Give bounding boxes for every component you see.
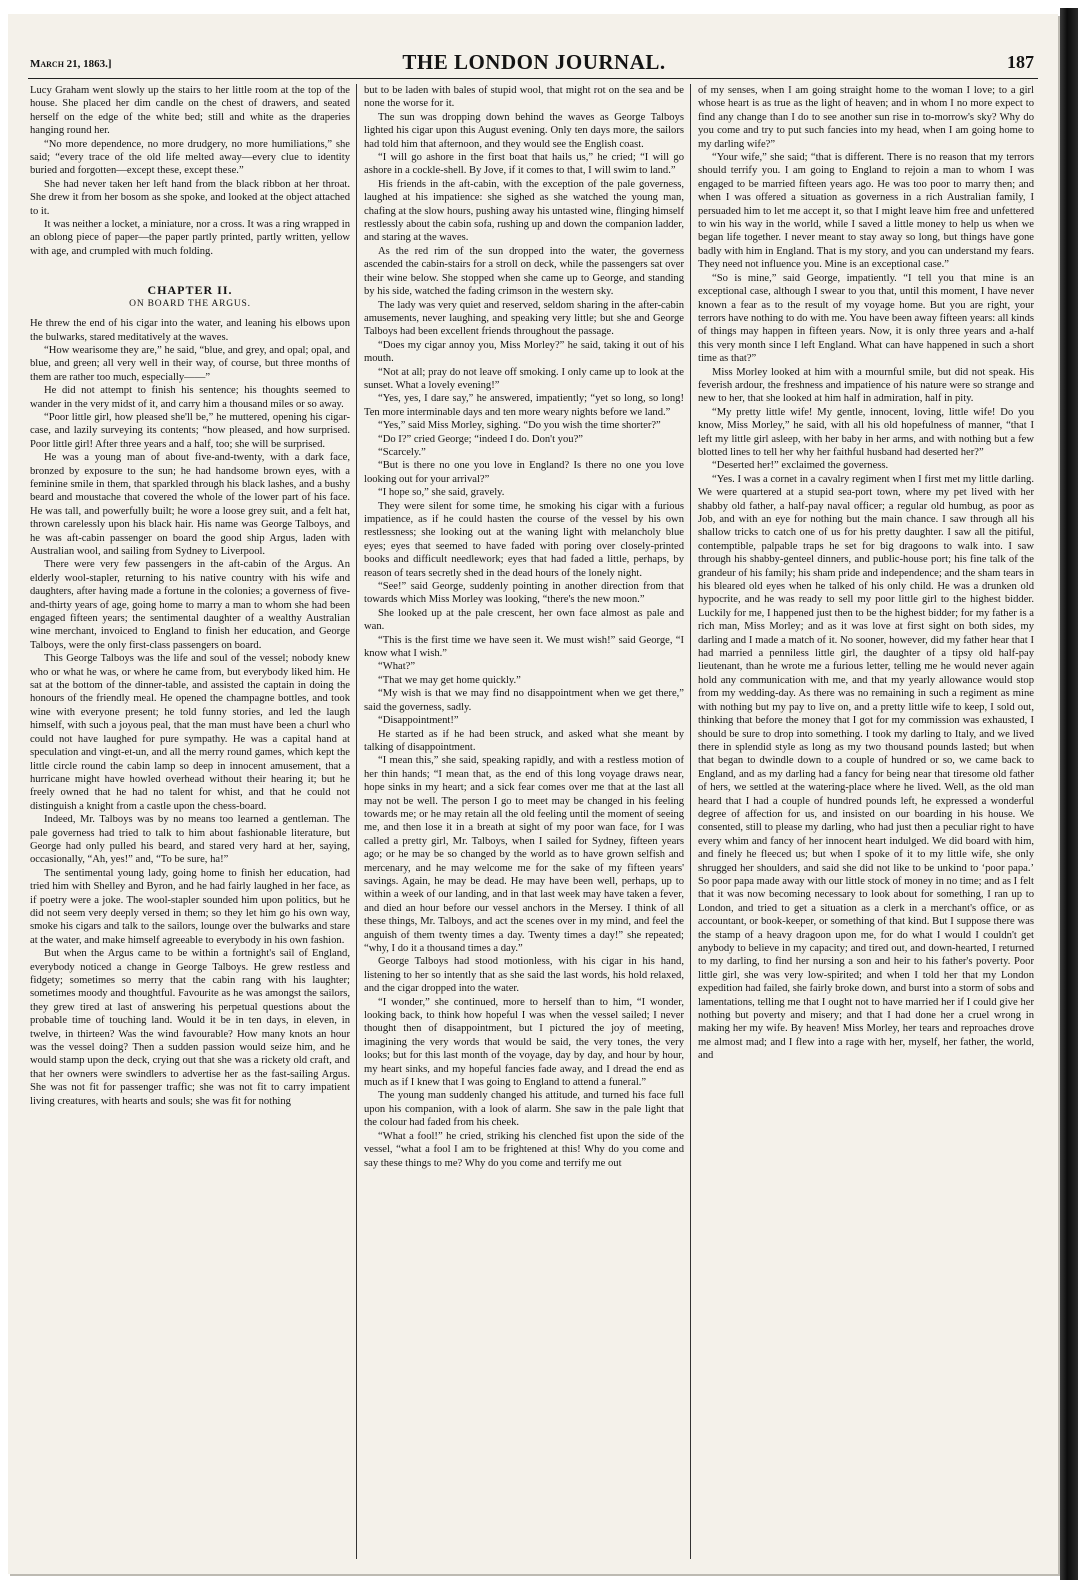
paragraph: “Poor little girl, how pleased she'll be,” he muttered, opening his cigar-case, and lazily surveying its contents; “how pleased, and how surprised. Poor little girl! After three years and a half, too; she will be surprised. bbox=[30, 411, 350, 450]
masthead-title: THE LONDON JOURNAL. bbox=[402, 50, 666, 74]
paragraph: “Does my cigar annoy you, Miss Morley?” he said, taking it out of his mouth. bbox=[364, 339, 684, 365]
paragraph: “Your wife,” she said; “that is different. There is no reason that my terrors should terrify you. I am going to England to rejoin a man to whom I was engaged to be married fifteen years ago. He was too poor to marry then; and when I was offered a situation as governess in a rich Australian family, I persuaded him to let me accept it, so that I might leave him free and unfettered to win his way in the world, while I saved a little money to help us when we began life together. I never meant to stay away so long, but things have gone badly with him in England. That is my story, and you can understand my fears. They need not influence you. Mine is an exceptional case.” bbox=[698, 152, 1034, 271]
paragraph: The young man suddenly changed his attitude, and turned his face full upon his companion, with a look of alarm. She saw in the pale light that the colour had faded from his cheek. bbox=[364, 1090, 684, 1129]
paragraph: Indeed, Mr. Talboys was by no means too learned a gentleman. The pale governess had tried to talk to him about fashionable literature, but George had only pulled his beard, and stared very hard at her, saying, occasionally, “Ah, yes!” and, “To be sure, ha!” bbox=[30, 814, 350, 866]
paragraph: This George Talboys was the life and soul of the vessel; nobody knew who or what he was, or where he came from, but everybody liked him. He sat at the bottom of the dinner-table, and assisted the captain in doing the honours of the friendly meal. He opened the champagne bottles, and took wine with everyone present; he told funny stories, and led the laugh himself, with such a joyous peal, that the man must have been a churl who could not have laughed for pure sympathy. He was a capital hand at speculation and vingt-et-un, and all the merry round games, which kept the little circle round the cabin lamp so deep in innocent amusement, that a hurricane might have howled overhead without their hearing it; but he freely owned that he had no talent for whist, and that he could not distinguish a knight from a castle upon the chess-board. bbox=[30, 653, 350, 812]
paragraph: The sun was dropping down behind the waves as George Talboys lighted his cigar upon this August evening. Only ten days more, the sailors had told him that afternoon, and they would see the English coast. bbox=[364, 111, 684, 150]
column-3-text bbox=[698, 84, 1034, 1063]
paragraph: He was a young man of about five-and-twenty, with a dark face, bronzed by exposure to the sun; he had handsome brown eyes, with a feminine smile in them, that sparkled through his black lashes, and a bushy beard and moustache that covered the whole of the lower part of his face. He was tall, and powerfully built; he wore a loose grey suit, and a felt hat, thrown carelessly upon his black hair. His name was George Talboys, and he was aft-cabin passenger on board the good ship Argus, laden with Australian wool, and sailing from Sydney to Liverpool. bbox=[30, 452, 350, 557]
paragraph: “Deserted her!” exclaimed the governess. bbox=[712, 460, 889, 472]
paragraph: “Yes, yes, I dare say,” he answered, impatiently; “yet so long, so long! Ten more interminable days and ten more weary nights before we land.” bbox=[364, 393, 684, 418]
paragraph: “Yes. I was a cornet in a cavalry regiment when I first met my little darling. We were quartered at a stupid sea-port town, where my pet lived with her shabby old father, a half-pay naval officer; a regular old humbug, as poor as Job, and with an eye for nothing but the main chance. I saw through all his shallow tricks to catch one of us for his pretty daughter. I saw all the pitiful, contemptible, palpable traps he set for big dragoons to walk into. I saw through his shabby-genteel dinners, and public-house port; his fine talk of the grandeur of his family; his sham pride and independence; and the sham tears in his bleared old eyes when he talked of his only child. He was a drunken old hypocrite, and he was ready to sell my poor little girl to the highest bidder. Luckily for me, I happened just then to be the highest bidder; for my father is a rich man, Miss Morley; and as it was love at first sight on both sides, my darling and I made a match of it. No sooner, however, did my father hear that I had married a penniless little girl, the daughter of a tipsy old half-pay lieutenant, than he wrote me a furious letter, telling me he would never again hold any communication with me, and that my yearly allowance would stop from my wedding-day. As there was no remaining in such a regiment as mine with nothing but my pay to live on, and a pretty little wife to keep, I sold out, thinking that before the money that I got for my commission was exhausted, I should be sure to drop into something. I took my darling to Italy, and we lived there in splendid style as long as my two thousand pounds lasted; but when that began to dwindle down to a couple of hundred or so, we came back to England, and as my darling had a fancy for being near that tiresome old father of hers, we settled at the watering-place where he lived. Well, as the old man heard that I had a couple of hundred pounds left, he expressed a wonderful degree of affection for us, and insisted on our boarding in his house. We consented, still to please my darling, who had just then a peculiar right to have every whim and fancy of her innocent heart indulged. We did board with him, and finely he fleeced us; but when I spoke of it to my little wife, she only shrugged her shoulders, and said she did not like to be unkind to ‘poor papa.’ So poor papa made away with our little stock of money in no time; and as I felt that it was now becoming necessary to look about for something, I ran up to London, and tried to get a situation as a clerk in a merchant's office, or as accountant, or book-keeper, or something of that kind. But I suppose there was the stamp of a heavy dragoon upon me, for do what I would I couldn't get anybody to believe in my capacity; and tired out, and down-hearted, I returned to my darling, to find her nursing a son and heir to his father's poverty. Poor little girl, she was very low-spirited; and when I told her that my London expedition had failed, she fairly broke down, and burst into a storm of sobs and lamentations, telling me that I ought not to have married her if I could give her nothing but poverty and misery; and that I had done her a cruel wrong in making her my wife. By heaven! Miss Morley, her tears and reproaches drove me almost mad; and I flew into a rage with her, myself, her father, the world, and bbox=[698, 473, 1034, 1062]
column-3 bbox=[698, 84, 1034, 1556]
paragraph: “This is the first time we have seen it. We must wish!” said George, “I know what I wish.” bbox=[364, 634, 684, 660]
page-header bbox=[30, 38, 1038, 78]
paragraph: “I wonder,” she continued, more to herself than to him, “I wonder, looking back, to think how hopeful I was when the vessel sailed; I never thought then of disappointment, but I pictured the joy of meeting, imagining the very words that would be said, the very tones, the very looks; but for this last month of the voyage, day by day, and hour by hour, my heart sinks, and my hopeful fancies fade away, and I dread the end as much as if I knew that I was going to England to attend a funeral.” bbox=[364, 996, 684, 1089]
newspaper-page bbox=[8, 14, 1058, 1574]
column-2-text bbox=[364, 84, 684, 1170]
column-1-lead-text bbox=[30, 84, 350, 258]
paragraph: “My wish is that we may find no disappointment when we get there,” said the governess, sadly. bbox=[364, 688, 684, 713]
paragraph: “I mean this,” she said, speaking rapidly, and with a restless motion of her thin hands; “I mean that, as the end of this long voyage draws near, hope sinks in my heart; and a sick fear comes over me that at the last all may not be well. The person I go to meet may be changed in his feeling towards me; or he may retain all the old feeling until the moment of seeing me, and then lose it in a breath at sight of my poor wan face, for I was called a pretty girl, Mr. Talboys, when I sailed for Sydney, fifteen years ago; or he may be so changed by the world as to have grown selfish and mercenary, and he may welcome me for the sake of my fifteen years' savings. Again, he may be dead. He may have been well, perhaps, up to within a week of our landing, and in that last week may have taken a fever, and died an hour before our vessel anchors in the Mersey. I think of all these things, Mr. Talboys, and act the scenes over in my mind, and feel the anguish of them twenty times a day. Twenty times a day!” she repeated; “why, I do it a thousand times a day.” bbox=[364, 755, 684, 954]
paragraph: “Not at all; pray do not leave off smoking. I only came up to look at the sunset. What a lovely evening!” bbox=[364, 366, 684, 391]
paragraph: She had never taken her left hand from the black ribbon at her throat. She drew it from her bosom as she spoke, and looked at the object attached to it. bbox=[30, 178, 350, 217]
paragraph: “Do I?” cried George; “indeed I do. Don't you?” bbox=[378, 433, 583, 445]
paragraph: “Scarcely.” bbox=[378, 446, 426, 458]
paragraph: He started as if he had been struck, and asked what she meant by talking of disappointment. bbox=[364, 728, 684, 753]
paragraph: “So is mine,” said George, impatiently. “I tell you that mine is an exceptional case, although I swear to you that, until this moment, I have never known a fear as to the result of my voyage home. But you are right, your terrors have nothing to do with me. You have been away fifteen years: all kinds of things may happen in fifteen years. Now, it is only three years and a-half this very month since I left England. What can have happened in such a short time as that?” bbox=[698, 272, 1034, 365]
paragraph: “That we may get home quickly.” bbox=[378, 674, 521, 686]
paragraph: There were very few passengers in the aft-cabin of the Argus. An elderly wool-stapler, returning to his native country with his wife and daughters, after having made a fortune in the colonies; a governess of five-and-thirty years of age, going home to marry a man to whom she had been engaged fifteen years; the sentimental daughter of a wealthy Australian wine merchant, invoiced to England to finish her education, and George Talboys, were the only first-class passengers on board. bbox=[30, 559, 350, 651]
column-1-chapter-text bbox=[30, 317, 350, 1108]
paragraph: “I will go ashore in the first boat that hails us,” he cried; “I will go ashore in a cockle-shell. By Jove, if it comes to that, I will swim to land.” bbox=[364, 152, 684, 177]
paragraph: He threw the end of his cigar into the water, and leaning his elbows upon the bulwarks, stared meditatively at the waves. bbox=[30, 318, 350, 343]
paragraph: “No more dependence, no more drudgery, no more humiliations,” she said; “every trace of the old life melted away—every clue to identity buried and forgotten—except these, except these.” bbox=[30, 138, 350, 177]
header-rule bbox=[28, 78, 1038, 79]
chapter-subheading: ON BOARD THE ARGUS. bbox=[129, 298, 251, 309]
paragraph: The sentimental young lady, going home to finish her education, had tried him with Shelley and Byron, and he had fairly laughed in her face, as if poetry were a joke. The wool-stapler sounded him upon politics, but he did not seem very deeply versed in them; so they let him go his own way, smoke his cigars and talk to the sailors, lounge over the bulwarks and stare at the water, and make himself agreeable to everybody in his own fashion. bbox=[30, 867, 350, 946]
column-divider bbox=[690, 84, 691, 1559]
paragraph: His friends in the aft-cabin, with the exception of the pale governess, laughed at his impatience: she sighed as she watched the young man, chafing at the slow hours, pushing away his untasted wine, flinging himself restlessly about the cabin sofa, rushing up and down the companion ladder, and staring at the waves. bbox=[364, 178, 684, 244]
paragraph: “What a fool!” he cried, striking his clenched fist upon the side of the vessel, “what a fool I am to be frightened at this! Why do you come and say these things to me? Why do you come and terrify me out bbox=[364, 1130, 684, 1169]
paragraph: As the red rim of the sun dropped into the water, the governess ascended the cabin-stairs for a stroll on deck, while the passengers sat over their wine below. She stopped when she came up to George, and standing by his side, watched the fading crimson in the western sky. bbox=[364, 245, 684, 298]
paragraph: He did not attempt to finish his sentence; his thoughts seemed to wander in the very midst of it, and carry him a thousand miles or so away. bbox=[30, 385, 350, 410]
binding-edge bbox=[1060, 8, 1078, 1580]
page-number: 187 bbox=[1007, 52, 1034, 72]
paragraph: It was neither a locket, a miniature, nor a cross. It was a ring wrapped in an oblong piece of paper—the paper partly printed, partly written, yellow with age, and crumpled with much folding. bbox=[30, 219, 350, 257]
paragraph: “How wearisome they are,” he said, “blue, and grey, and opal; opal, and blue, and green; all very well in their way, of course, but three months of them are rather too much, especially——” bbox=[30, 344, 350, 383]
paragraph: “I hope so,” she said, gravely. bbox=[378, 487, 505, 499]
paragraph: Lucy Graham went slowly up the stairs to her little room at the top of the house. She placed her dim candle on the chest of drawers, and seated herself on the edge of the white bed; still and white as the draperies hanging round her. bbox=[30, 85, 350, 137]
paragraph: She looked up at the pale crescent, her own face almost as pale and wan. bbox=[364, 607, 684, 633]
paragraph: “My pretty little wife! My gentle, innocent, loving, little wife! Do you know, Miss Morley,” he said, with all his old hopefulness of manner, “that I left my little girl asleep, with her baby in her arms, and with nothing but a few blotted lines to tell her why her faithful husband had deserted her?” bbox=[698, 406, 1034, 458]
paragraph: They were silent for some time, he smoking his cigar with a furious impatience, as if he could hasten the course of the vessel by his own restlessness; she looking out at the waning light with melancholy blue eyes; eyes that seemed to have faded with poring over closely-printed books and difficult needlework; eyes that had faded a little, perhaps, by reason of tears secretly shed in the dead hours of the lonely night. bbox=[364, 500, 684, 579]
column-divider bbox=[356, 84, 357, 1559]
paragraph: “But is there no one you love in England? Is there no one you love looking out for your arrival?” bbox=[364, 460, 684, 485]
issue-date: March 21, 1863.] bbox=[30, 58, 112, 70]
column-2 bbox=[364, 84, 684, 1556]
column-1 bbox=[30, 84, 350, 1556]
chapter-heading: CHAPTER II. bbox=[147, 283, 233, 298]
paragraph: George Talboys had stood motionless, with his cigar in his hand, listening to her so intently that as she said the last words, his hold relaxed, and the cigar dropped into the water. bbox=[364, 956, 684, 995]
paragraph: of my senses, when I am going straight home to the woman I love; to a girl whose heart is as true as the light of heaven; and in whom I no more expect to find any change than I do to see another sun rise in to-morrow's sky? Why do you come and try to put such fancies into my head, when I am going home to my darling wife?” bbox=[698, 85, 1034, 150]
paragraph: The lady was very quiet and reserved, seldom sharing in the after-cabin amusements, never laughing, and speaking very little; but she and George Talboys had been excellent friends throughout the passage. bbox=[364, 299, 684, 338]
paragraph: “Disappointment!” bbox=[378, 715, 459, 727]
paragraph: “See!” said George, suddenly pointing in another direction from that towards which Miss Morley was looking, “there's the new moon.” bbox=[364, 581, 684, 606]
paragraph: “Yes,” said Miss Morley, sighing. “Do you wish the time shorter?” bbox=[378, 420, 661, 432]
paragraph: Miss Morley looked at him with a mournful smile, but did not speak. His feverish ardour, the freshness and impatience of his nature were so strange and new to her, that she looked at him half in admiration, half in pity. bbox=[698, 366, 1034, 405]
paragraph: But when the Argus came to be within a fortnight's sail of England, everybody noticed a change in George Talboys. He grew restless and fidgety; sometimes so merry that the cabin rang with his laughter; sometimes moody and thoughtful. Favourite as he was amongst the sailors, they grew tired at last of answering his perpetual questions about the probable time of touching land. Would it be in ten days, in eleven, in twelve, in thirteen? Was the wind favourable? How many knots an hour was the vessel doing? Then a sudden passion would seize him, and he would stamp upon the deck, crying out that she was a rickety old craft, and that her owners were swindlers to advertise her as the fast-sailing Argus. She was not fit for passenger traffic; she was not fit to carry impatient living creatures, with hearts and souls; she was fit for nothing bbox=[30, 948, 350, 1107]
paragraph: “What?” bbox=[378, 661, 416, 673]
paragraph: but to be laden with bales of stupid wool, that might rot on the sea and be none the worse for it. bbox=[364, 85, 684, 110]
